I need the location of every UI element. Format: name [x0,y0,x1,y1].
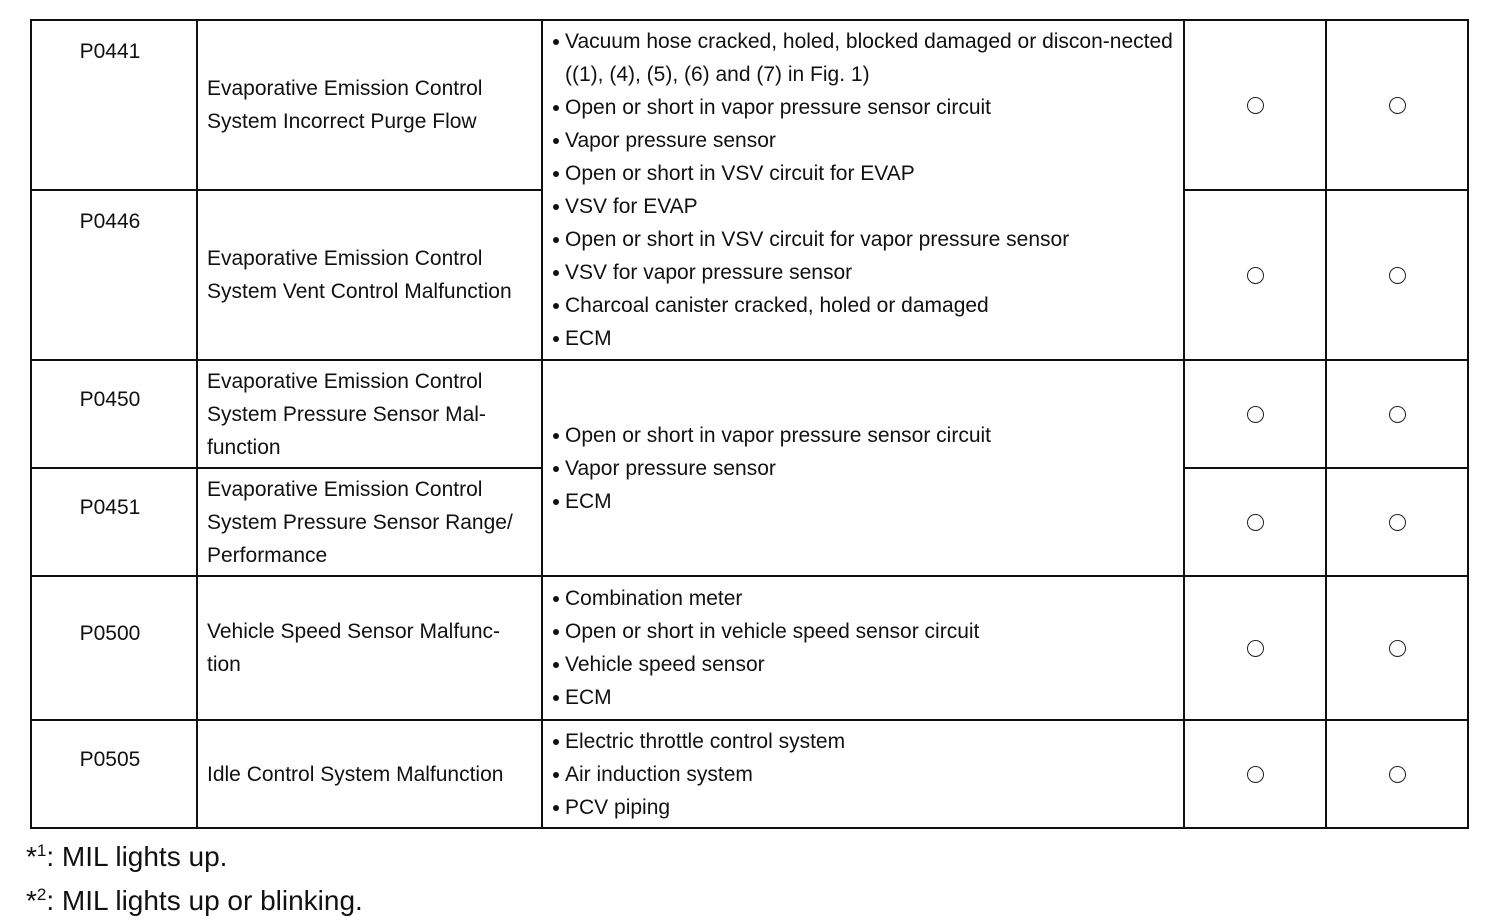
trouble-area [542,360,1184,576]
trouble-area-item: Open or short in VSV circuit for vapor pressure sensor [551,223,1177,256]
mil-column-1-cell [1184,576,1326,720]
trouble-area-item: ECM [551,681,1177,714]
dtc-table [30,19,1469,829]
footnote-2: *$^2$: MIL lights up or blinking. [26,885,363,916]
dtc-code: P0450 [31,360,197,468]
mil-column-1-cell [1184,468,1326,576]
dtc-code: P0451 [31,468,197,576]
circle-mark-icon [1389,97,1406,114]
trouble-area [542,576,1184,720]
trouble-area-item: Vehicle speed sensor [551,648,1177,681]
mil-column-2-cell [1326,720,1468,828]
circle-mark-icon [1247,766,1264,783]
trouble-area [542,20,1184,360]
mil-column-2-cell [1326,576,1468,720]
dtc-code: P0500 [31,576,197,720]
trouble-area-item: Combination meter [551,582,1177,615]
circle-mark-icon [1247,97,1264,114]
trouble-area-item: Air induction system [551,758,1177,791]
trouble-area-item: Open or short in vapor pressure sensor circuit [551,91,1177,124]
trouble-area-item: Charcoal canister cracked, holed or damaged [551,289,1177,322]
circle-mark-icon [1389,267,1406,284]
trouble-area-item: Vacuum hose cracked, holed, blocked damaged or discon-nected ((1), (4), (5), (6) and (7) in Fig. 1) [551,25,1177,91]
table-row [31,20,1468,190]
detection-item: Vehicle Speed Sensor Malfunc- tion [197,576,542,720]
detection-item: Evaporative Emission Control System Incorrect Purge Flow [197,20,542,190]
trouble-area-item: VSV for vapor pressure sensor [551,256,1177,289]
trouble-area [542,720,1184,828]
detection-item: Evaporative Emission Control System Vent Control Malfunction [197,190,542,360]
trouble-area-item: Electric throttle control system [551,725,1177,758]
circle-mark-icon [1247,514,1264,531]
circle-mark-icon [1389,640,1406,657]
table-row [31,720,1468,828]
mil-column-2-cell [1326,468,1468,576]
trouble-area-item: ECM [551,485,1177,518]
circle-mark-icon [1389,406,1406,423]
circle-mark-icon [1247,267,1264,284]
mil-column-2-cell [1326,20,1468,190]
circle-mark-icon [1389,766,1406,783]
trouble-area-item: ECM [551,322,1177,355]
trouble-area-item: Vapor pressure sensor [551,452,1177,485]
mil-column-2-cell [1326,360,1468,468]
trouble-area-item: VSV for EVAP [551,190,1177,223]
trouble-area-item: Vapor pressure sensor [551,124,1177,157]
footnotes [26,832,363,920]
detection-item: Idle Control System Malfunction [197,720,542,828]
dtc-code: P0505 [31,720,197,828]
mil-column-1-cell [1184,720,1326,828]
footnote-1: *$^1$: MIL lights up. [26,841,228,872]
mil-column-1-cell [1184,360,1326,468]
mil-column-1-cell [1184,190,1326,360]
trouble-area-item: Open or short in vehicle speed sensor circuit [551,615,1177,648]
circle-mark-icon [1247,640,1264,657]
table-row [31,576,1468,720]
mil-column-1-cell [1184,20,1326,190]
dtc-code: P0441 [31,20,197,190]
detection-item: Evaporative Emission Control System Pressure Sensor Mal- function [197,360,542,468]
circle-mark-icon [1247,406,1264,423]
trouble-area-item: Open or short in vapor pressure sensor circuit [551,419,1177,452]
dtc-code: P0446 [31,190,197,360]
trouble-area-item: PCV piping [551,791,1177,824]
table-row [31,360,1468,468]
trouble-area-item: Open or short in VSV circuit for EVAP [551,157,1177,190]
detection-item: Evaporative Emission Control System Pressure Sensor Range/ Performance [197,468,542,576]
circle-mark-icon [1389,514,1406,531]
mil-column-2-cell [1326,190,1468,360]
